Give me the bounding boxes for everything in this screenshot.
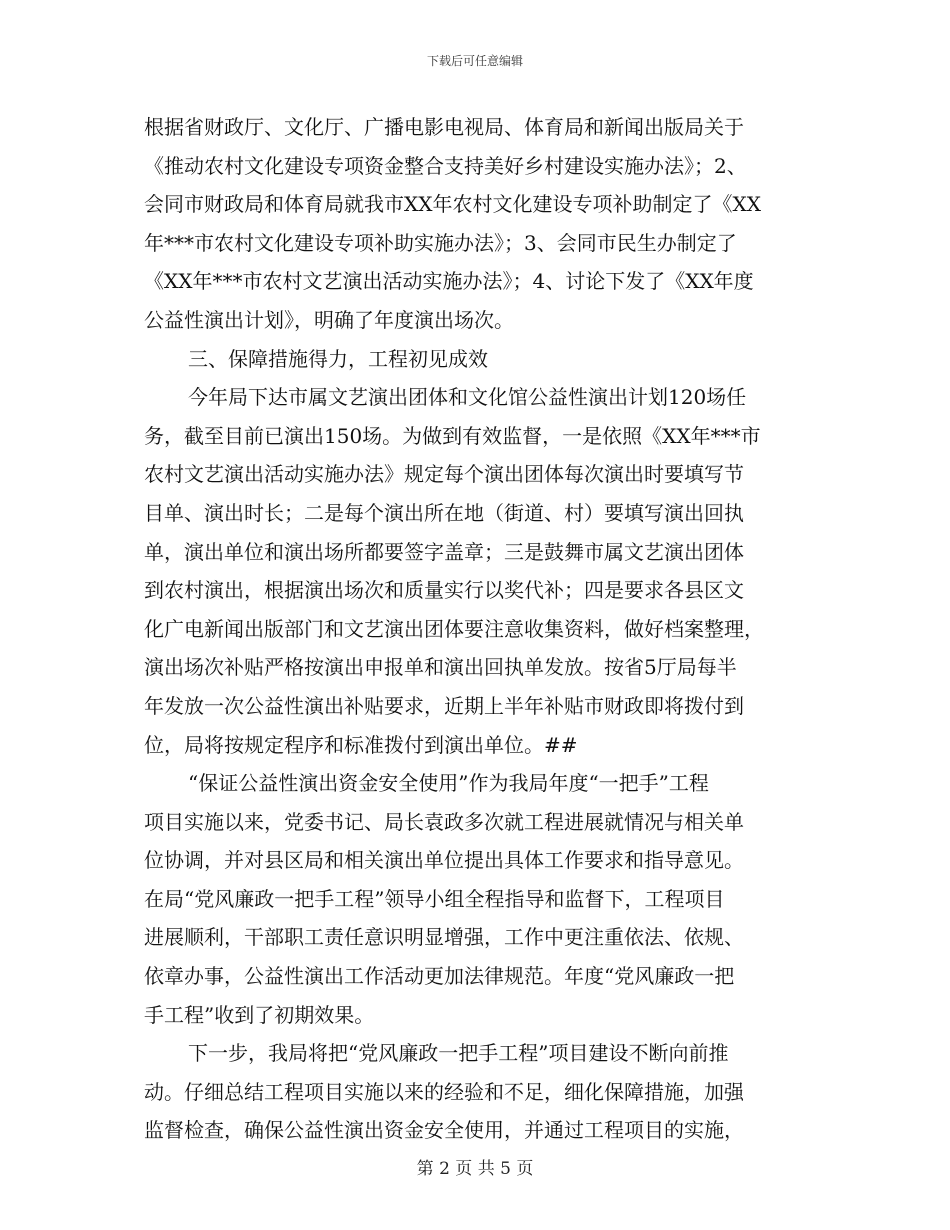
text-line: “保证公益性演出资金安全使用”作为我局年度“一把手”工程 (188, 771, 709, 796)
text-line: 会同市财政局和体育局就我市XX年农村文化建设专项补助制定了《XX (144, 192, 761, 217)
text-line: 《XX年***市农村文艺演出活动实施办法》；4、讨论下发了《XX年度 (144, 269, 754, 294)
text-line: 监督检查，确保公益性演出资金安全使用，并通过工程项目的实施， (144, 1118, 744, 1143)
document-body (144, 108, 812, 1150)
text-line: 根据省财政厅、文化厅、广播电影电视局、体育局和新闻出版局关于 (144, 115, 744, 139)
text-line: 单，演出单位和演出场所都要签字盖章；三是鼓舞市属文艺演出团体 (144, 539, 744, 564)
text-line: 进展顺利，干部职工责任意识明显增强，工作中更注重依法、依规、 (144, 925, 744, 950)
text-line: 农村文艺演出活动实施办法》规定每个演出团体每次演出时要填写节 (144, 462, 744, 487)
text-line: 化广电新闻出版部门和文艺演出团体要注意收集资料，做好档案整理， (144, 616, 764, 641)
text-line: 务，截至目前已演出150场。为做到有效监督，一是依照《XX年***市 (144, 423, 761, 448)
page-header: 下载后可任意编辑 (426, 54, 523, 68)
text-line: 项目实施以来，党委书记、局长袁政多次就工程进展就情况与相关单 (144, 809, 744, 834)
text-line: 下一步，我局将把“党风廉政一把手工程”项目建设不断向前推 (188, 1041, 729, 1066)
text-line: 位协调，并对县区局和相关演出单位提出具体工作要求和指导意见。 (144, 848, 744, 873)
text-line: 《推动农村文化建设专项资金整合支持美好乡村建设实施办法》；2、 (144, 153, 747, 178)
text-line: 目单、演出时长；二是每个演出所在地（街道、村）要填写演出回执 (144, 500, 744, 525)
text-line: 年发放一次公益性演出补贴要求，近期上半年补贴市财政即将拨付到 (144, 693, 744, 718)
text-line: 演出场次补贴严格按演出申报单和演出回执单发放。按省5厅局每半 (144, 655, 737, 680)
text-line: 年***市农村文化建设专项补助实施办法》；3、会同市民生办制定了 (144, 230, 737, 255)
text-line: 在局“党风廉政一把手工程”领导小组全程指导和监督下，工程项目 (144, 886, 725, 911)
text-line: 今年局下达市属文艺演出团体和文化馆公益性演出计划120场任 (188, 385, 747, 410)
text-line: 到农村演出，根据演出场次和质量实行以奖代补；四是要求各县区文 (144, 578, 744, 603)
text-line: 动。仔细总结工程项目实施以来的经验和不足，细化保障措施，加强 (144, 1079, 744, 1104)
page-number: 第 2 页 共 5 页 (416, 1159, 534, 1179)
text-line: 位，局将按规定程序和标准拨付到演出单位。## (144, 732, 578, 757)
text-line: 公益性演出计划》，明确了年度演出场次。 (144, 307, 514, 332)
text-line: 手工程”收到了初期效果。 (144, 1002, 375, 1027)
section-heading: 三、保障措施得力，工程初见成效 (188, 346, 488, 371)
text-line: 依章办事，公益性演出工作活动更加法律规范。年度“党风廉政一把 (144, 964, 735, 989)
